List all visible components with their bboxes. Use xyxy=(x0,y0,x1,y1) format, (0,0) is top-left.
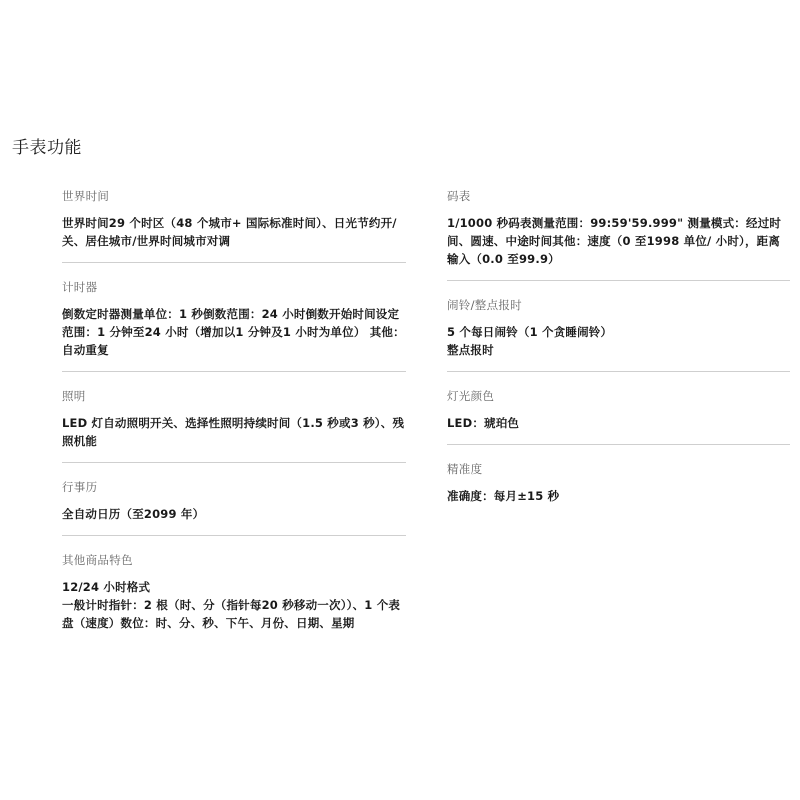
spec-label: 世界时间 xyxy=(62,189,110,203)
spec-value xyxy=(62,505,406,523)
spec-value xyxy=(447,323,790,359)
spec-line: 5 个每日闹铃（1 个贪睡闹铃） xyxy=(447,325,613,339)
spec-column-left xyxy=(62,186,406,658)
spec-alarm xyxy=(447,295,790,372)
spec-line: 世界时间29 个时区（48 个城市+ 国际标准时间）、日光节约开/关、居住城市/世界时间城市对调 xyxy=(62,216,397,248)
spec-accuracy xyxy=(447,459,790,517)
spec-value xyxy=(447,487,790,505)
spec-light-color xyxy=(447,386,790,445)
spec-value xyxy=(447,414,790,432)
spec-stopwatch xyxy=(447,186,790,281)
spec-line: LED 灯自动照明开关、选择性照明持续时间（1.5 秒或3 秒）、残照机能 xyxy=(62,416,405,448)
spec-other-features xyxy=(62,550,406,644)
spec-label: 码表 xyxy=(447,189,471,203)
spec-label: 计时器 xyxy=(62,280,98,294)
spec-value xyxy=(62,214,406,250)
spec-illumination xyxy=(62,386,406,463)
spec-label: 闹铃/整点报时 xyxy=(447,298,522,312)
spec-calendar xyxy=(62,477,406,536)
spec-world-time xyxy=(62,186,406,263)
page-title: 手表功能 xyxy=(12,138,82,158)
spec-line: 12/24 小时格式 xyxy=(62,580,151,594)
spec-line: 准确度：每月±15 秒 xyxy=(447,489,560,503)
spec-value xyxy=(62,414,406,450)
spec-line: 倒数定时器测量单位：1 秒倒数范围：24 小时倒数开始时间设定范围：1 分钟至24 小时（增加以1 分钟及1 小时为单位） 其他：自动重复 xyxy=(62,307,405,357)
spec-label: 灯光颜色 xyxy=(447,389,495,403)
spec-label: 照明 xyxy=(62,389,86,403)
spec-column-right xyxy=(447,186,790,531)
spec-line: 1/1000 秒码表测量范围：99:59'59.999" 测量模式：经过时间、圆速、中途时间其他：速度（0 至1998 单位/ 小时），距离输入（0.0 至99.9） xyxy=(447,216,782,266)
spec-value xyxy=(447,214,790,268)
spec-timer xyxy=(62,277,406,372)
spec-line: 整点报时 xyxy=(447,343,494,357)
spec-label: 行事历 xyxy=(62,480,98,494)
spec-label: 其他商品特色 xyxy=(62,553,133,567)
spec-line: 一般计时指针：2 根（时、分（指针每20 秒移动一次））、1 个表盘（速度）数位：时、分、秒、下午、月份、日期、星期 xyxy=(62,598,401,630)
spec-value xyxy=(62,578,406,632)
spec-label: 精准度 xyxy=(447,462,483,476)
spec-line: 全自动日历（至2099 年） xyxy=(62,507,205,521)
spec-line: LED：琥珀色 xyxy=(447,416,520,430)
spec-value xyxy=(62,305,406,359)
